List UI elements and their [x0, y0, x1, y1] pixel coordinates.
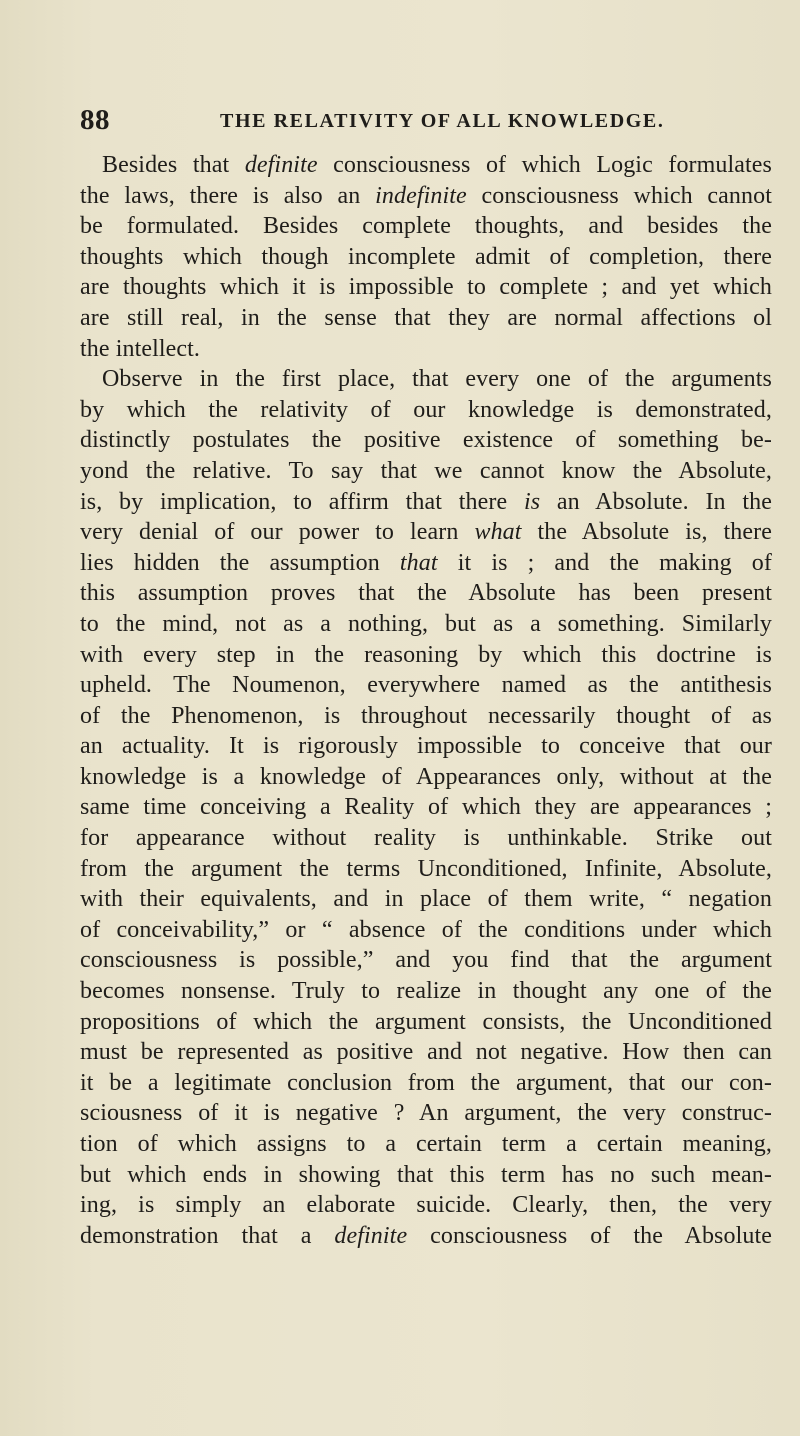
italic-span: is [523, 488, 541, 515]
text-span: upheld. The Noumenon, everywhere named as the antithesis [80, 672, 772, 699]
text-line [80, 456, 772, 487]
text-line [80, 976, 772, 1007]
text-line [80, 578, 772, 609]
text-span: must be represented as positive and not negative. How then can [80, 1039, 772, 1066]
text-line [80, 915, 772, 946]
text-span: distinctly postulates the positive existence of something be- [80, 427, 772, 454]
italic-span: indefinite [375, 182, 467, 209]
text-span: consciousness is possible,” and you find that the argument [80, 947, 772, 974]
text-span: from the argument the terms Unconditioned, Infinite, Absolute, [80, 855, 772, 882]
text-line [80, 425, 772, 456]
text-span: be formulated. Besides complete thoughts, and besides the [80, 213, 772, 240]
text-span: to the mind, not as a nothing, but as a something. Similarly [80, 610, 772, 637]
text-span: is, by implication, to affirm that there [80, 488, 524, 515]
text-line [80, 884, 772, 915]
text-span: are still real, in the sense that they are normal affections ol [80, 304, 772, 331]
text-span: yond the relative. To say that we cannot know the Absolute, [80, 457, 772, 484]
text-line [80, 150, 772, 181]
text-line [80, 1037, 772, 1068]
text-span: Besides that [102, 152, 245, 178]
text-line [80, 334, 772, 365]
text-span: an Absolute. In the [540, 488, 772, 515]
text-line [80, 303, 772, 334]
italic-span: definite [244, 152, 318, 178]
text-span: knowledge is a knowledge of Appearances only, without at the [80, 763, 772, 790]
text-span: it be a legitimate conclusion from the argument, that our con- [80, 1069, 772, 1096]
text-span: becomes nonsense. Truly to realize in thought any one of the [80, 978, 772, 1005]
text-span: sciousness of it is negative ? An argument, the very construc- [80, 1100, 772, 1127]
text-line [80, 517, 772, 548]
text-line [80, 609, 772, 640]
text-line [80, 1129, 772, 1160]
text-span: the Absolute is, there [521, 519, 773, 546]
text-line [80, 762, 772, 793]
text-line [80, 181, 772, 212]
text-span: Observe in the first place, that every one of the arguments [102, 366, 772, 393]
text-line [80, 242, 772, 273]
text-span: propositions of which the argument consists, the Unconditioned [80, 1008, 772, 1035]
text-line [80, 792, 772, 823]
text-line [80, 1007, 772, 1038]
text-span: consciousness of which Logic formulates [317, 152, 772, 178]
text-line [80, 1160, 772, 1191]
text-span: demonstration that a [80, 1222, 335, 1249]
italic-span: definite [334, 1222, 408, 1249]
text-line [80, 1068, 772, 1099]
italic-span: that [399, 549, 438, 576]
text-line [80, 364, 772, 395]
text-line [80, 701, 772, 732]
italic-span: what [474, 519, 522, 546]
text-span: consciousness which cannot [466, 182, 772, 209]
text-span: but which ends in showing that this term has no such mean- [80, 1161, 772, 1188]
text-span: of conceivability,” or “ absence of the conditions under which [80, 916, 772, 943]
text-span: the laws, there is also an [80, 182, 376, 209]
text-line [80, 395, 772, 426]
text-span: thoughts which though incomplete admit of completion, there [80, 243, 772, 270]
text-span: the intellect. [80, 335, 201, 362]
text-line [80, 640, 772, 671]
text-span: are thoughts which it is impossible to complete ; and yet which [80, 274, 772, 301]
text-span: this assumption proves that the Absolute has been present [80, 580, 772, 607]
text-line [80, 823, 772, 854]
text-line [80, 272, 772, 303]
text-line [80, 670, 772, 701]
text-line [80, 548, 772, 579]
running-title: THE RELATIVITY OF ALL KNOWLEDGE. [220, 110, 665, 132]
text-line [80, 211, 772, 242]
text-span: same time conceiving a Reality of which they are appearances ; [80, 794, 772, 821]
text-line [80, 945, 772, 976]
text-span: of the Phenomenon, is throughout necessarily thought of as [80, 702, 772, 729]
text-line [80, 731, 772, 762]
text-span: consciousness of the Absolute [407, 1222, 772, 1249]
text-line [80, 854, 772, 885]
page-number: 88 [80, 104, 110, 136]
text-span: with their equivalents, and in place of them write, “ negation [80, 886, 772, 913]
text-span: by which the relativity of our knowledge is demonstrated, [80, 396, 772, 423]
text-span: it is ; and the making of [437, 549, 772, 576]
text-span: with every step in the reasoning by which this doctrine is [80, 641, 772, 668]
text-span: ing, is simply an elaborate suicide. Clearly, then, the very [80, 1192, 772, 1219]
text-span: an actuality. It is rigorously impossible to conceive that our [80, 733, 772, 760]
text-span: lies hidden the assumption [80, 549, 400, 576]
text-line [80, 1190, 772, 1221]
body-text [80, 150, 772, 1251]
text-line [80, 1221, 772, 1252]
text-line [80, 487, 772, 518]
text-span: very denial of our power to learn [80, 519, 475, 546]
text-line [80, 1098, 772, 1129]
page-header [80, 104, 770, 140]
text-span: for appearance without reality is unthinkable. Strike out [80, 825, 772, 852]
text-span: tion of which assigns to a certain term a certain meaning, [80, 1131, 772, 1157]
